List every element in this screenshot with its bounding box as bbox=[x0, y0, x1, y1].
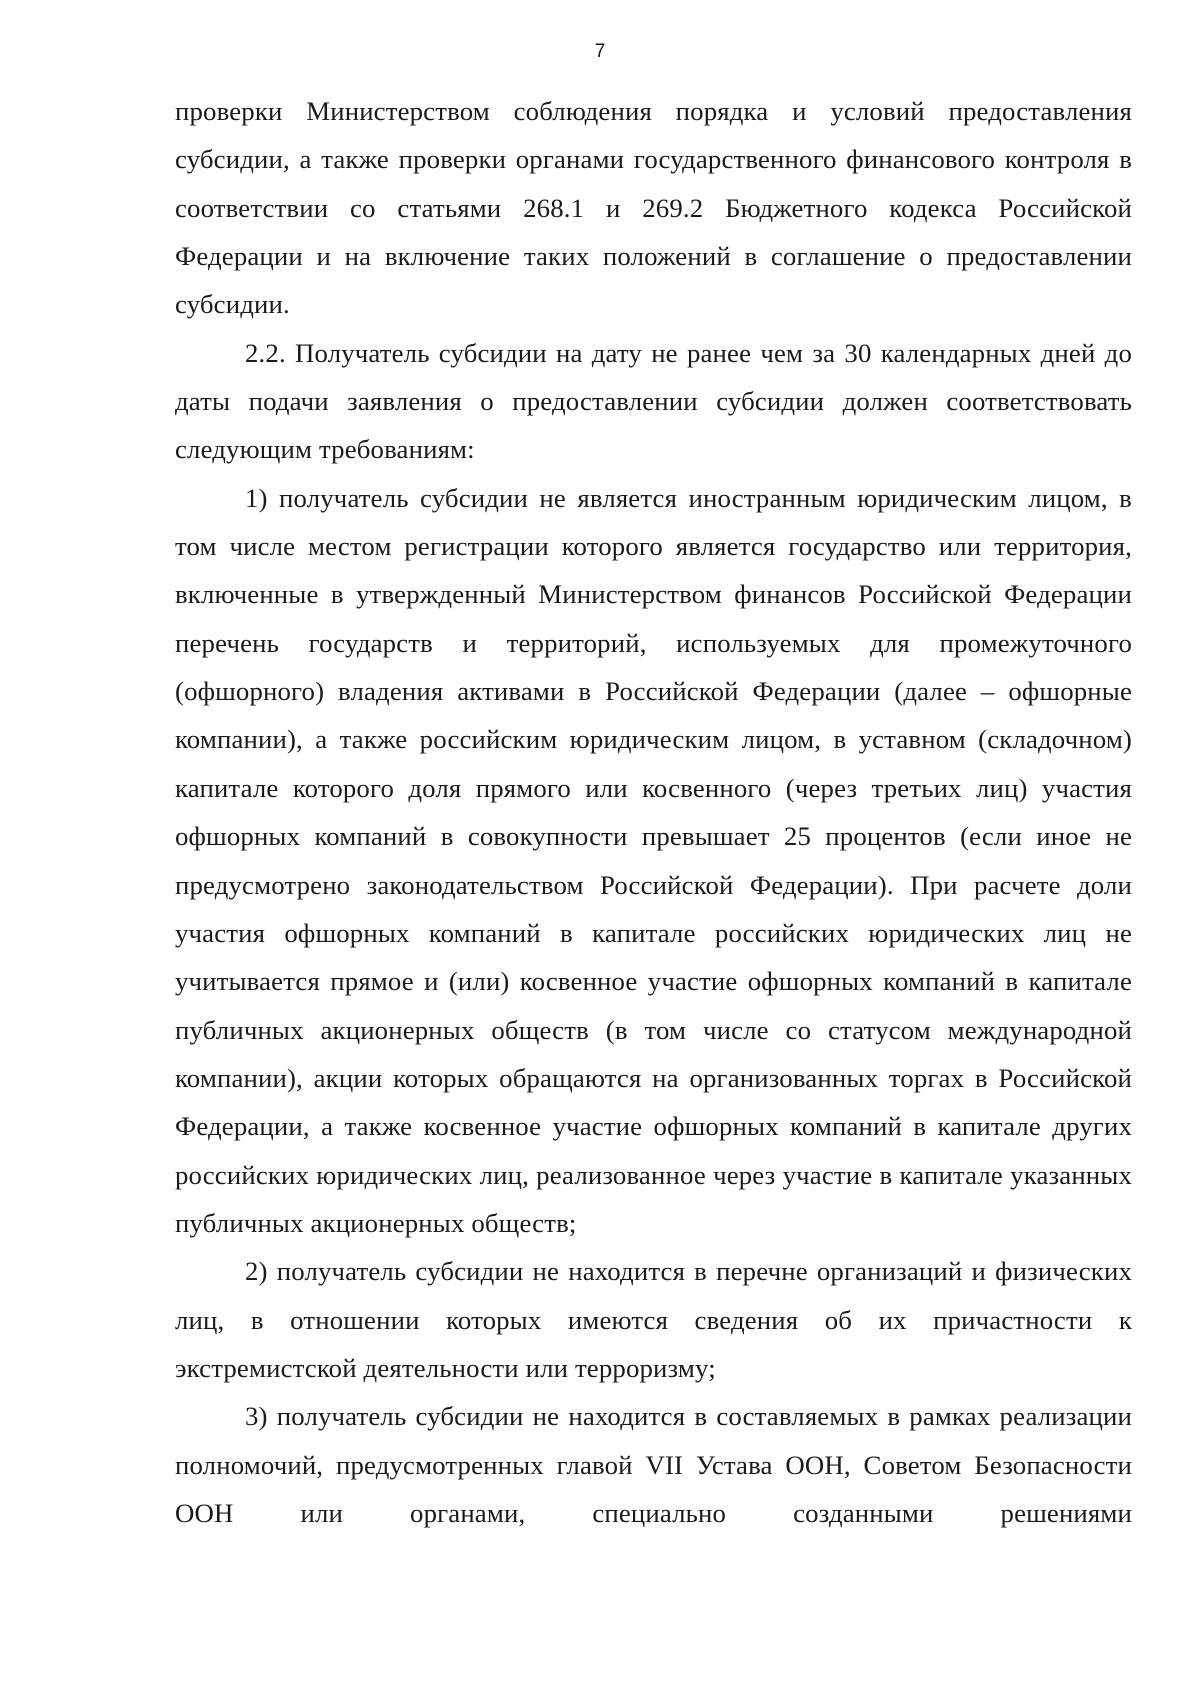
paragraph-item-1: 1) получатель субсидии не является иностранным юридическим лицом, в том числе местом регистрации которого является государство или территория, включенные в утвержденный Министерством финансов Российской Федерации перечень государств и территорий, используемых для промежуточного (офшорного) владения активами в Российской Федерации (далее – офшорные компании), а также российским юридическим лицом, в уставном (складочном) капитале которого доля прямого или косвенного (через третьих лиц) участия офшорных компаний в совокупности превышает 25 процентов (если иное не предусмотрено законодательством Российской Федерации). При расчете доли участия офшорных компаний в капитале российских юридических лиц не учитывается прямое и (или) косвенное участие офшорных компаний в капитале публичных акционерных обществ (в том числе со статусом международной компании), акции которых обращаются на организованных торгах в Российской Федерации, а также косвенное участие офшорных компаний в капитале других российских юридических лиц, реализованное через участие в капитале указанных публичных акционерных обществ; bbox=[175, 482, 1132, 1238]
paragraph-item-3: 3) получатель субсидии не находится в составляемых в рамках реализации полномочий, предусмотренных главой VII Устава ООН, Советом Безопасности ООН или органами, специально созданными решениями bbox=[175, 1401, 1132, 1528]
paragraph-clause-2-2: 2.2. Получатель субсидии на дату не ранее чем за 30 календарных дней до даты подачи заявления о предоставлении субсидии должен соответствовать следующим требованиям: bbox=[175, 337, 1132, 465]
page-number: 7 bbox=[594, 41, 606, 62]
paragraph-item-2: 2) получатель субсидии не находится в перечне организаций и физических лиц, в отношении которых имеются сведения об их причастности к экстремистской деятельности или терроризму; bbox=[175, 1256, 1132, 1383]
paragraph-continuation: проверки Министерством соблюдения порядка и условий предоставления субсидии, а также проверки органами государственного финансового контроля в соответствии со статьями 268.1 и 269.2 Бюджетного кодекса Российской Федерации и на включение таких положений в соглашение о предоставлении субсидии. bbox=[175, 96, 1132, 320]
document-body bbox=[175, 87, 1132, 1537]
